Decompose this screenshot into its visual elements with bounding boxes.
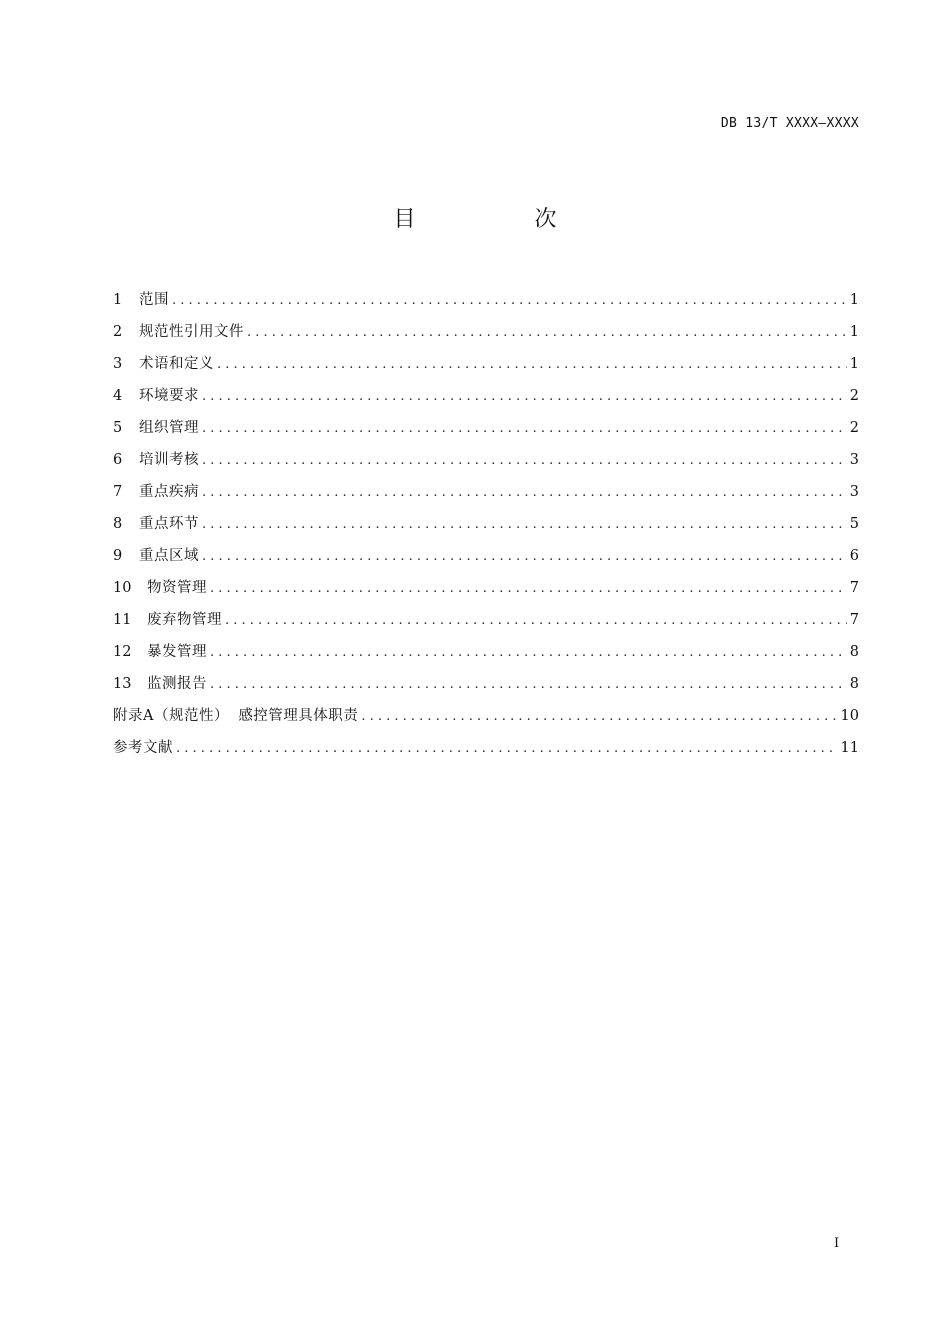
toc-dot-leader (210, 637, 847, 669)
toc-entry[interactable] (113, 476, 859, 508)
toc-entry-title: 组织管理 (139, 420, 199, 436)
toc-dot-leader (210, 573, 847, 605)
toc-entry-references[interactable] (113, 732, 859, 764)
toc-dot-leader (202, 541, 847, 573)
toc-entry-page: 5 (849, 516, 859, 532)
toc-entry-number: 12 (113, 644, 132, 660)
toc-entry-title: 规范性引用文件 (139, 324, 244, 340)
toc-entry-subtitle: 感控管理具体职责 (238, 708, 359, 724)
toc-entry-title: 重点环节 (139, 516, 199, 532)
toc-dot-leader (247, 317, 847, 349)
toc-entry[interactable] (113, 572, 859, 604)
toc-entry[interactable] (113, 540, 859, 572)
toc-entry-title: 废弃物管理 (147, 612, 222, 628)
toc-entry[interactable] (113, 636, 859, 668)
toc-entry-number: 3 (113, 356, 123, 372)
toc-dot-leader (210, 669, 847, 701)
toc-entry-title: 物资管理 (147, 580, 207, 596)
toc-dot-leader (217, 349, 847, 381)
toc-entry-title: 重点疾病 (139, 484, 199, 500)
toc-entry-page: 1 (849, 324, 859, 340)
toc-entry[interactable] (113, 412, 859, 444)
toc-entry-number: 8 (113, 516, 123, 532)
toc-dot-leader (202, 445, 847, 477)
toc-entry-number: 6 (113, 452, 123, 468)
toc-dot-leader (202, 509, 847, 541)
toc-dot-leader (176, 733, 838, 765)
toc-entry-title: 术语和定义 (139, 356, 214, 372)
toc-entry-page: 3 (849, 452, 859, 468)
toc-entry-page: 8 (849, 644, 859, 660)
toc-entry-appendix[interactable] (113, 700, 859, 732)
toc-entry-title: 暴发管理 (147, 644, 207, 660)
toc-entry[interactable] (113, 668, 859, 700)
toc-entry-title: 范围 (139, 292, 169, 308)
toc-entry-number: 11 (113, 612, 132, 628)
toc-entry-title: 培训考核 (139, 452, 199, 468)
toc-entry-page: 7 (849, 580, 859, 596)
toc-entry-number: 5 (113, 420, 123, 436)
toc-entry-number: 9 (113, 548, 123, 564)
document-code: DB 13/T XXXX—XXXX (720, 116, 859, 131)
toc-title: 目 次 (393, 207, 613, 232)
toc-entry-number: 13 (113, 676, 132, 692)
toc-entry-title: 重点区域 (139, 548, 199, 564)
toc-entry-page: 10 (840, 708, 859, 724)
toc-entry-page: 3 (849, 484, 859, 500)
toc-dot-leader (202, 413, 847, 445)
toc-entry-number: 2 (113, 324, 123, 340)
toc-entry[interactable] (113, 316, 859, 348)
toc-entry-page: 2 (849, 420, 859, 436)
toc-entry[interactable] (113, 380, 859, 412)
toc-entry[interactable] (113, 348, 859, 380)
toc-entry-page: 1 (849, 292, 859, 308)
toc-entry-page: 1 (849, 356, 859, 372)
toc-dot-leader (172, 285, 847, 317)
toc-entry[interactable] (113, 604, 859, 636)
toc-entry-title: 参考文献 (113, 740, 173, 756)
toc-entry-number: 10 (113, 580, 132, 596)
toc-dot-leader (202, 381, 847, 413)
toc-entry-number: 1 (113, 292, 123, 308)
toc-entry-title: 附录A（规范性） (113, 708, 229, 724)
toc-entry-number: 7 (113, 484, 123, 500)
toc-dot-leader (225, 605, 847, 637)
page-number: I (834, 1236, 840, 1251)
toc-entry-page: 11 (840, 740, 859, 756)
toc-entry-title: 环境要求 (139, 388, 199, 404)
table-of-contents (113, 284, 859, 764)
toc-entry-page: 8 (849, 676, 859, 692)
toc-entry-title: 监测报告 (147, 676, 207, 692)
toc-entry-page: 2 (849, 388, 859, 404)
toc-dot-leader (202, 477, 847, 509)
toc-entry-page: 7 (849, 612, 859, 628)
toc-entry[interactable] (113, 444, 859, 476)
toc-dot-leader (361, 701, 837, 733)
toc-entry[interactable] (113, 284, 859, 316)
toc-entry-number: 4 (113, 388, 123, 404)
toc-entry-page: 6 (849, 548, 859, 564)
toc-entry[interactable] (113, 508, 859, 540)
